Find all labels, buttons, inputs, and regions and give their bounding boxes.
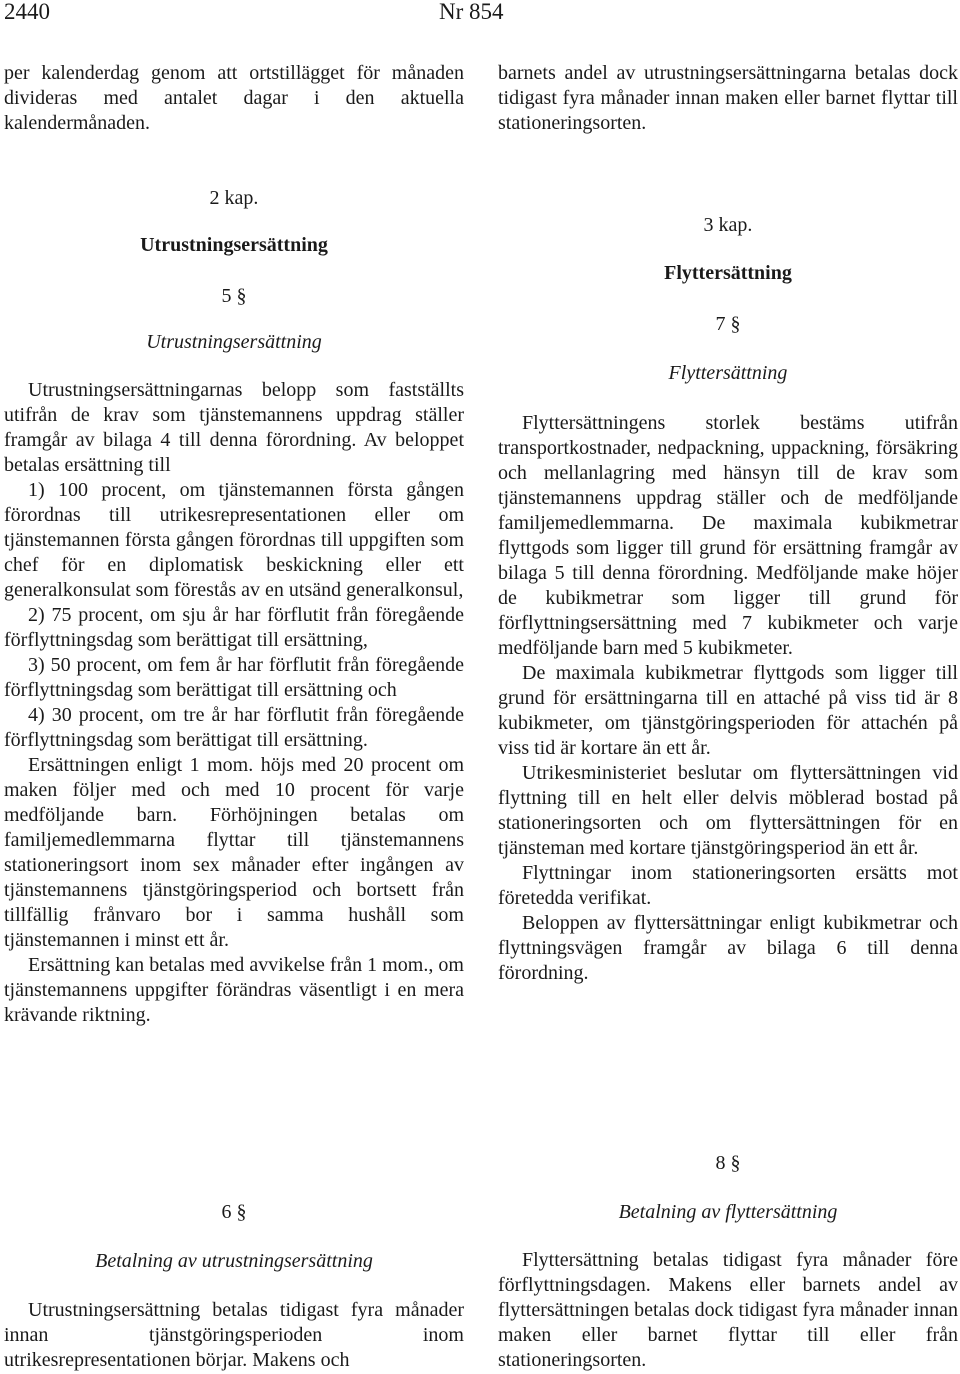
section-5-item-3: 3) 50 procent, om fem år har förflutit från föregående förflyttningsdag som berättigat till ersättning och <box>4 654 464 701</box>
section-5-item-1: 1) 100 procent, om tjänstemannen första gången förordnas till utrikesrepresentationen eller om tjänstemannen första gången förordnas till uppgiften som chef för en diplomatisk beskickning eller ett generalkonsulat som förestås av en utsänd generalkonsul, <box>4 479 464 601</box>
section-8-title: Betalning av flyttersättning <box>618 1201 838 1223</box>
section-6-paragraph: Utrustningsersättning betalas tidigast fyra månader innan tjänstgöringsperioden inom utrikesrepresentationen börjar. Makens och <box>4 1299 464 1371</box>
page-number: 2440 <box>4 0 50 24</box>
section-7-paragraph-3: Utrikesministeriet beslutar om flyttersättningen vid flyttning till en helt eller delvis möblerad bostad på stationeringsorten och om flyttersättningen för en tjänsteman med kortare tjänstgöringsperiod än ett år. <box>498 762 958 859</box>
chapter-2-title: Utrustningsersättning <box>140 234 328 256</box>
section-7-paragraph-5: Beloppen av flyttersättningar enligt kubikmetrar och flyttningsvägen framgår av bilaga 6 till denna förordning. <box>498 912 958 984</box>
section-7-paragraph-1: Flyttersättningens storlek bestäms utifrån transportkostnader, nedpackning, uppackning, försäkring och mellanlagring med hänsyn till de krav som tjänstemannens uppdrag ställer och de medföljande familjemedlemmarna. De maximala kubikmetrar flyttgods som ligger till grund för ersättning framgår av bilaga 5 till denna förordning. Medföljande make höjer de kubikmetrar som ligger till grund för förflyttningsersättning med 7 kubikmeter och varje medföljande barn med 5 kubikmeter. <box>498 412 958 659</box>
section-7-title: Flyttersättning <box>668 362 788 384</box>
section-5-item-4: 4) 30 procent, om tre år har förflutit från föregående förflyttningsdag som berättigat till ersättning. <box>4 704 464 751</box>
section-8-number: 8 § <box>715 1152 741 1174</box>
chapter-2-label: 2 kap. <box>209 187 259 209</box>
section-6-number: 6 § <box>221 1201 247 1223</box>
section-7-number: 7 § <box>715 313 741 335</box>
issue-number: Nr 854 <box>439 0 504 24</box>
chapter-3-title: Flyttersättning <box>664 262 792 284</box>
section-5-title: Utrustningsersättning <box>146 331 322 353</box>
section-7-paragraph-4: Flyttningar inom stationeringsorten ersätts mot företedda verifikat. <box>498 862 958 909</box>
section-5-body <box>4 378 464 1028</box>
section-5-paragraph-1: Utrustningsersättningarnas belopp som fastställts utifrån de krav som tjänstemannens uppdrag ställer framgår av bilaga 4 till denna förordning. Av beloppet betalas ersättning till <box>4 379 464 476</box>
section-5-item-2: 2) 75 procent, om sju år har förflutit från föregående förflyttningsdag som berättigat till ersättning, <box>4 604 464 651</box>
section-5-paragraph-3: Ersättning kan betalas med avvikelse från 1 mom., om tjänstemannens uppgifter förändras väsentligt i en mera krävande riktning. <box>4 954 464 1026</box>
section-5-paragraph-2: Ersättningen enligt 1 mom. höjs med 20 procent om maken följer med och med 10 procent för varje medföljande barn. Förhöjningen betalas om familjemedlemmarna flyttar till tjänstemannens stationeringsort inom sex månader efter ingången av tjänstemannens tjänstgöringsperiod och bortsett från tillfällig frånvaro bor i samma hushåll som tjänstemannen i minst ett år. <box>4 754 464 951</box>
right-intro: barnets andel av utrustningsersättningarna betalas dock tidigast fyra månader innan maken eller barnet flyttar till stationeringsorten. <box>498 62 958 134</box>
section-5-number: 5 § <box>221 285 247 307</box>
section-7-body <box>498 411 958 986</box>
section-8-paragraph: Flyttersättning betalas tidigast fyra månader före förflyttningsdagen. Makens eller barnets andel av flyttersättningen betalas dock tidigast fyra månader innan maken eller barnet flyttar till eller från stationeringsorten. <box>498 1249 958 1371</box>
chapter-3-label: 3 kap. <box>703 214 753 236</box>
section-7-paragraph-2: De maximala kubikmetrar flyttgods som ligger till grund för ersättningarna till en attaché på viss tid är 8 kubikmeter, om tjänstgöringsperioden för attachén på viss tid är kortare än ett år. <box>498 662 958 759</box>
section-6-title: Betalning av utrustningsersättning <box>95 1250 373 1272</box>
left-intro: per kalenderdag genom att ortstillägget för månaden divideras med antalet dagar i den aktuella kalendermånaden. <box>4 62 464 134</box>
